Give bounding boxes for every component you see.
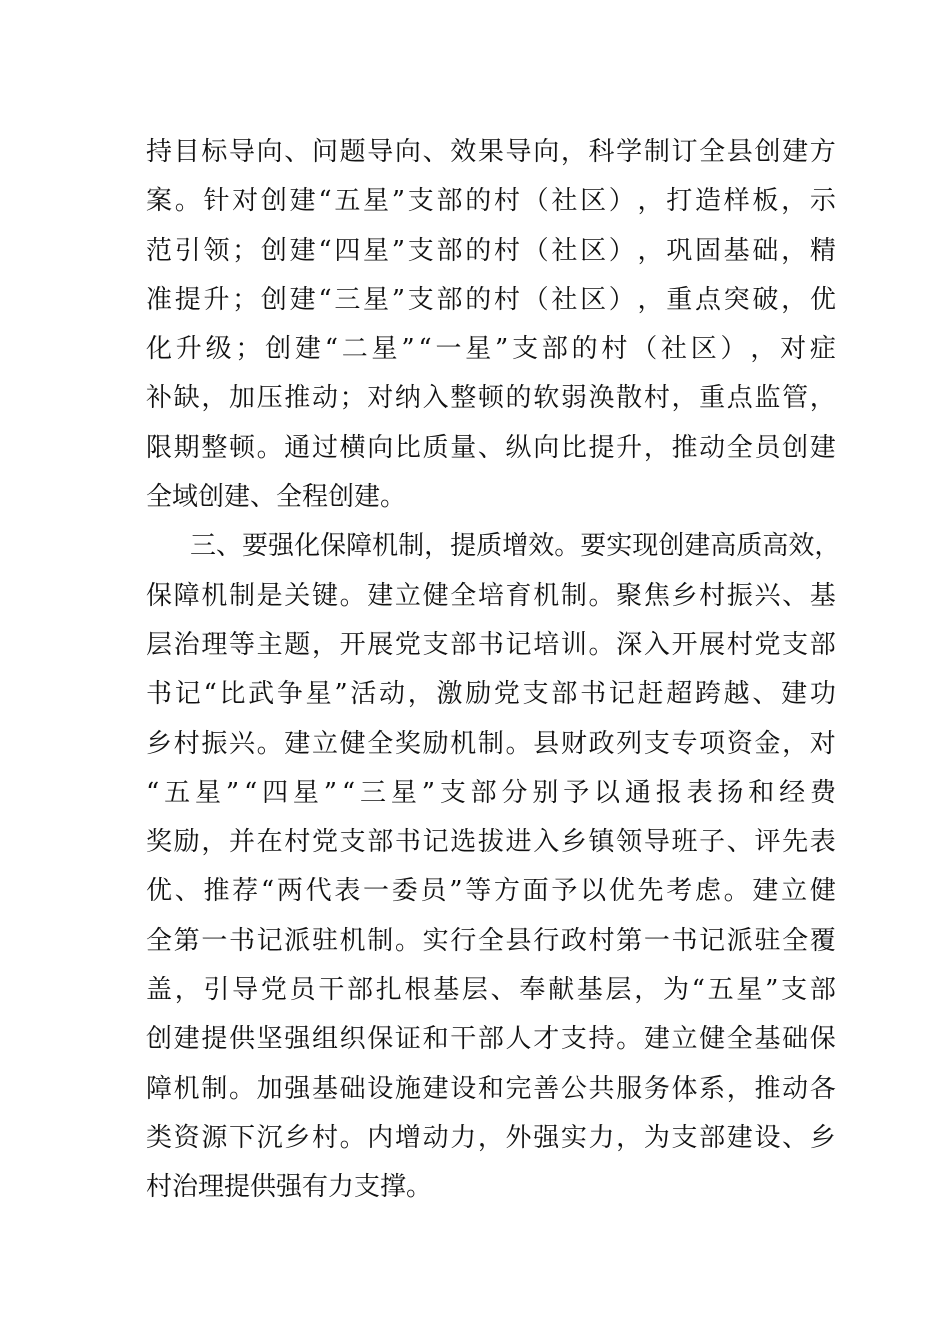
text-line: 案 。 针 对 创 建 “ 五 星 ” 支 部 的 村 （ 社 区 ） ， 打 造 样 板 ， 示 xyxy=(146,186,836,217)
text-line: 类 资 源 下 沉 乡 村 。 内 增 动 力 ， 外 强 实 力 ， 为 支 部 建 设 、 乡 xyxy=(146,1122,836,1153)
text-line: 奖 励 ， 并 在 村 党 支 部 书 记 选 拔 进 入 乡 镇 领 导 班 子 、 评 先 表 xyxy=(146,827,836,858)
section-heading-line: 三 、 要 强 化 保 障 机 制 ， 提 质 增 效 。 要 实 现 创 建 高 质 高 效 ， xyxy=(190,531,841,562)
text-line: 补 缺 ， 加 压 推 动 ； 对 纳 入 整 顿 的 软 弱 涣 散 村 ， 重 点 监 管 ， xyxy=(146,383,836,414)
text-line: 书 记 “ 比 武 争 星 ” 活 动 ， 激 励 党 支 部 书 记 赶 超 跨 越 、 建 功 xyxy=(146,679,836,710)
text-line: 乡 村 振 兴 。 建 立 健 全 奖 励 机 制 。 县 财 政 列 支 专 项 资 金 ， 对 xyxy=(146,728,836,759)
text-line: 优 、 推 荐 “ 两 代 表 一 委 员 ” 等 方 面 予 以 优 先 考 虑 。 建 立 健 xyxy=(146,876,836,907)
text-line: 保 障 机 制 是 关 键 。 建 立 健 全 培 育 机 制 。 聚 焦 乡 村 振 兴 、 基 xyxy=(146,580,836,611)
text-line: 层 治 理 等 主 题 ， 开 展 党 支 部 书 记 培 训 。 深 入 开 展 村 党 支 部 xyxy=(146,629,836,660)
text-line: 创 建 提 供 坚 强 组 织 保 证 和 干 部 人 才 支 持 。 建 立 健 全 基 础 保 xyxy=(146,1024,836,1055)
text-line: 全域创建、全程创建。 xyxy=(146,482,407,513)
body-text xyxy=(146,128,841,1213)
text-line: 限 期 整 顿 。 通 过 横 向 比 质 量 、 纵 向 比 提 升 ， 推 动 全 员 创 建 xyxy=(146,432,836,463)
text-line: 村治理提供强有力支撑。 xyxy=(146,1172,433,1203)
text-line: 障 机 制 。 加 强 基 础 设 施 建 设 和 完 善 公 共 服 务 体 系 ， 推 动 各 xyxy=(146,1073,836,1104)
text-line: “ 五 星 ” “ 四 星 ” “ 三 星 ” 支 部 分 别 予 以 通 报 表 扬 和 经 费 xyxy=(146,777,836,808)
text-line: 准 提 升 ； 创 建 “ 三 星 ” 支 部 的 村 （ 社 区 ） ， 重 点 突 破 ， 优 xyxy=(146,284,836,315)
text-line: 化 升 级 ； 创 建 “ 二 星 ” “ 一 星 ” 支 部 的 村 （ 社 区 ） ， 对 症 xyxy=(146,334,836,365)
text-line: 盖 ， 引 导 党 员 干 部 扎 根 基 层 、 奉 献 基 层 ， 为 “ 五 星 ” 支 部 xyxy=(146,975,836,1006)
text-line: 全 第 一 书 记 派 驻 机 制 。 实 行 全 县 行 政 村 第 一 书 记 派 驻 全 覆 xyxy=(146,925,836,956)
text-line: 持 目 标 导 向 、 问 题 导 向 、 效 果 导 向 ， 科 学 制 订 全 县 创 建 方 xyxy=(146,137,836,167)
text-line: 范 引 领 ； 创 建 “ 四 星 ” 支 部 的 村 （ 社 区 ） ， 巩 固 基 础 ， 精 xyxy=(146,235,836,266)
